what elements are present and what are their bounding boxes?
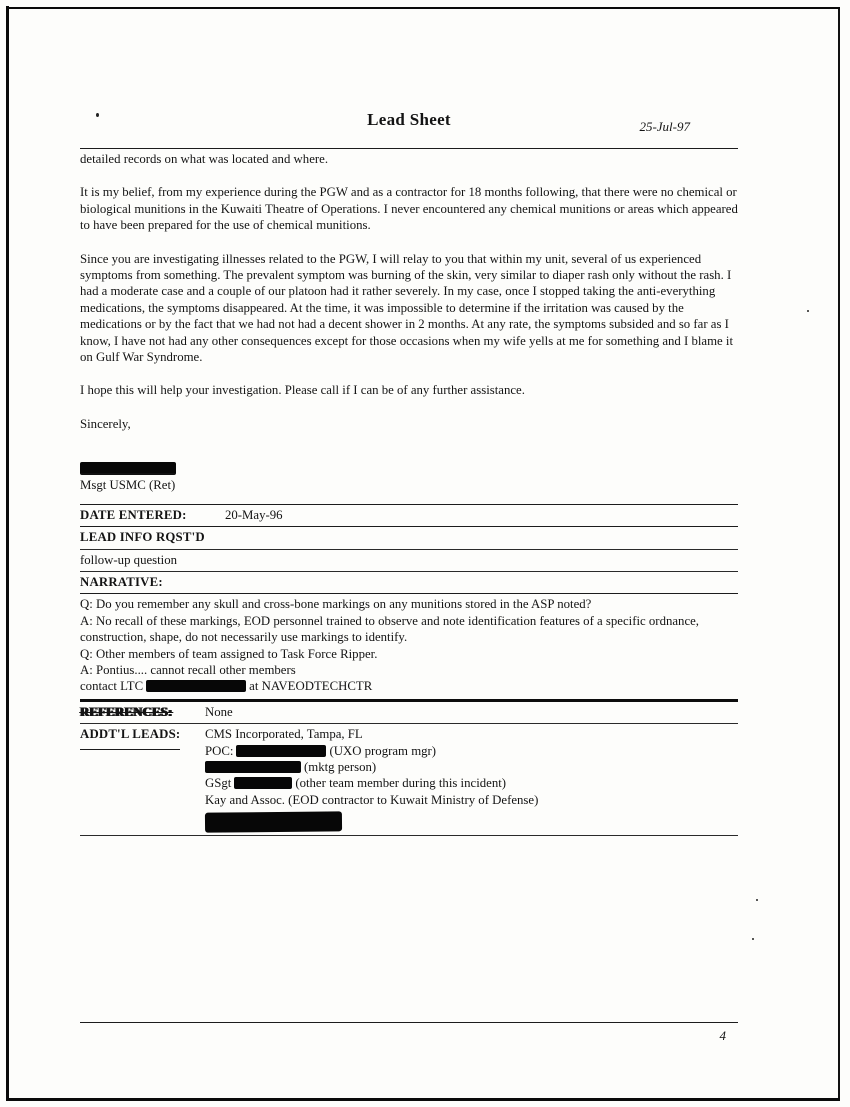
gsgt-suffix: (other team member during this incident) [295,776,507,791]
letter-paragraph: I hope this will help your investigation. Please call if I can be of any further assistance. [80,383,525,398]
lead-info-value: follow-up question [80,552,178,567]
redaction-bar-poc [236,745,326,757]
date-entered-row [80,505,738,526]
addtl-poc-line [205,743,538,759]
signature-name: Msgt USMC (Ret) [80,478,176,493]
letter-fragment: detailed records on what was located and where. [80,152,329,166]
narrative-line: Q: Do you remember any skull and cross-bone markings on any munitions stored in the ASP noted? [80,597,592,612]
redaction-bar-mktg [205,761,301,773]
addtl-company-line: CMS Incorporated, Tampa, FL [205,727,363,742]
references-value: None [205,704,233,719]
lead-info-value-row [80,550,738,571]
references-row [80,702,738,723]
scan-speck [752,938,754,940]
page-number: 4 [719,1028,726,1044]
contact-line [80,678,738,694]
poc-suffix: (UXO program mgr) [329,743,437,758]
scan-border-right [838,7,840,1100]
letter-paragraph: Since you are investigating illnesses related to the PGW, I will relay to you that within my unit, several of us experienced symptoms from something. The prevalent symptom was burning of the skin, very similar to diaper rash only without the rash. I had a moderate case and a couple of our platoon had it rather severely. In my case, once I stopped taking the anti-everything medications, the symptoms disappeared. At the time, it was impossible to determine if the irritation was caused by the medications or by the fact that we had not had a decent shower in 2 months. At any rate, the symptoms subsided and so far as I know, I have not had any other consequences except for those occasions when my wife yells at me for something and I blame it on Gulf War Syndrome. [80,251,734,365]
footer-rule [80,1022,738,1023]
lead-info-label: LEAD INFO RQST'D [80,530,205,545]
document-date: 25-Jul-97 [639,119,690,134]
narrative-label: NARRATIVE: [80,574,163,589]
date-entered-label: DATE ENTERED: [80,507,187,522]
letter-paragraph: It is my belief, from my experience during the PGW and as a contractor for 18 months following, that there were no chemical or biological munitions in the Kuwaiti Theatre of Operations. I never encountered any chemical munitions or areas which appeared to have been prepared for the use of chemical munitions. [80,185,738,233]
letter-closing: Sincerely, [80,416,131,431]
redaction-bar-large [205,811,342,832]
poc-prefix: POC: [205,743,234,758]
contact-prefix: contact LTC [80,679,144,694]
redaction-bar-signature [80,462,176,475]
scan-border-bottom [6,1098,840,1101]
signature-block [80,462,738,493]
narrative-line: A: Pontius.... cannot recall other members [80,662,296,677]
narrative-line: A: No recall of these markings, EOD personnel trained to observe and note identification features of a specific ordnance, construction, shape, do not necessarily use markings to identify. [80,613,699,645]
addtl-leads-row [80,724,738,835]
scan-speck [756,899,758,901]
addtl-kay-line: Kay and Assoc. (EOD contractor to Kuwait Ministry of Defense) [205,792,539,807]
addtl-leads-label: ADDT'L LEADS: [80,726,180,749]
date-entered-value: 20-May-96 [225,507,283,522]
contact-suffix: at NAVEODTECHCTR [249,679,373,694]
narrative-line: Q: Other members of team assigned to Task Force Ripper. [80,646,378,661]
page-title: Lead Sheet [367,110,451,129]
lead-form [80,504,738,837]
scan-speck [807,310,809,312]
lead-info-row [80,527,738,548]
form-end-rule [80,835,738,836]
addtl-leads-label-col [80,726,205,749]
references-label: REFERENCES: [80,704,173,719]
addtl-leads-content [205,726,538,832]
scan-border-left [6,6,9,1101]
addtl-mktg-line [205,759,538,775]
mktg-suffix: (mktg person) [304,759,377,774]
addtl-gsgt-line [205,775,538,791]
gsgt-prefix: GSgt [205,776,232,791]
narrative-body [80,594,738,695]
document-header [80,112,738,148]
redaction-bar-contact [146,680,246,692]
redaction-bar-gsgt [234,777,292,789]
narrative-header-row [80,572,738,593]
